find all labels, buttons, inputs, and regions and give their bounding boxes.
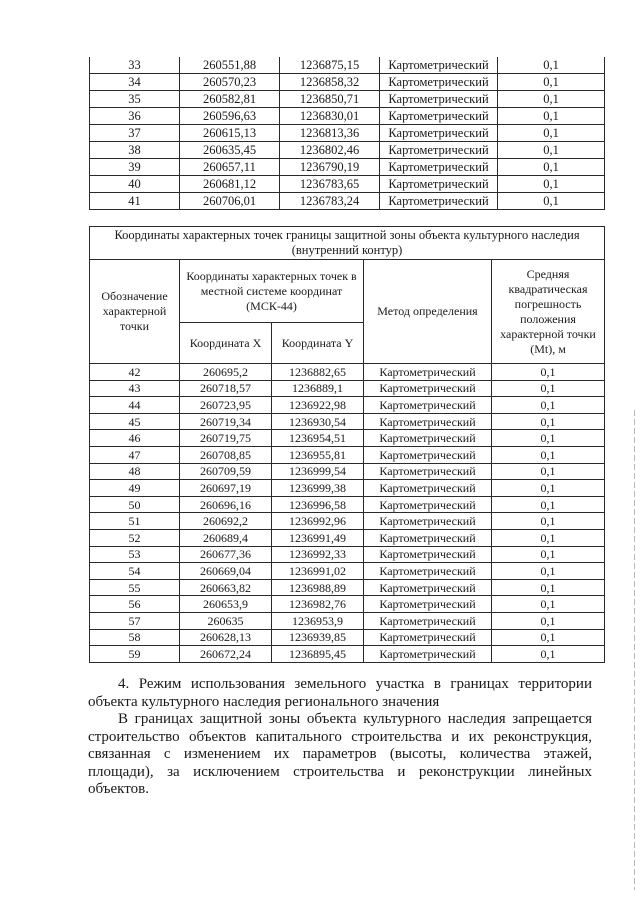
coord-x-cell: 260719,34 bbox=[180, 413, 272, 430]
point-number-cell: 54 bbox=[90, 563, 180, 580]
table-row bbox=[90, 563, 605, 580]
point-number-cell: 59 bbox=[90, 646, 180, 663]
mt-cell: 0,1 bbox=[492, 380, 605, 397]
mt-cell: 0,1 bbox=[498, 125, 605, 142]
mt-cell: 0,1 bbox=[492, 546, 605, 563]
coord-y-cell: 1236895,45 bbox=[272, 646, 364, 663]
method-cell: Картометрический bbox=[380, 74, 498, 91]
point-number-cell: 55 bbox=[90, 579, 180, 596]
point-number-cell: 56 bbox=[90, 596, 180, 613]
coord-y-cell: 1236783,24 bbox=[280, 193, 380, 210]
header-point: Обозначение характерной точки bbox=[90, 260, 180, 364]
coord-x-cell: 260677,36 bbox=[180, 546, 272, 563]
point-number-cell: 37 bbox=[90, 125, 180, 142]
table-row bbox=[90, 176, 605, 193]
table-row bbox=[90, 380, 605, 397]
point-number-cell: 38 bbox=[90, 142, 180, 159]
coord-y-cell: 1236992,96 bbox=[272, 513, 364, 530]
section-4-heading bbox=[88, 676, 592, 711]
table-row bbox=[90, 125, 605, 142]
coord-x-cell: 260582,81 bbox=[180, 91, 280, 108]
mt-cell: 0,1 bbox=[492, 596, 605, 613]
method-cell: Картометрический bbox=[364, 364, 492, 381]
table-row bbox=[90, 142, 605, 159]
coord-y-cell: 1236922,98 bbox=[272, 397, 364, 414]
point-number-cell: 42 bbox=[90, 364, 180, 381]
coord-y-cell: 1236802,46 bbox=[280, 142, 380, 159]
table-row bbox=[90, 57, 605, 74]
mt-cell: 0,1 bbox=[498, 91, 605, 108]
mt-cell: 0,1 bbox=[492, 446, 605, 463]
method-cell: Картометрический bbox=[364, 546, 492, 563]
point-number-cell: 48 bbox=[90, 463, 180, 480]
coord-y-cell: 1236930,54 bbox=[272, 413, 364, 430]
mt-cell: 0,1 bbox=[492, 629, 605, 646]
mt-cell: 0,1 bbox=[498, 176, 605, 193]
section-heading-text: 4. Режим использования земельного участка в границах территории объекта культурного наследия регионального значения bbox=[88, 676, 592, 710]
point-number-cell: 47 bbox=[90, 446, 180, 463]
mt-cell: 0,1 bbox=[498, 74, 605, 91]
method-cell: Картометрический bbox=[364, 529, 492, 546]
header-x: Координата X bbox=[180, 323, 272, 364]
point-number-cell: 43 bbox=[90, 380, 180, 397]
section-4-body bbox=[88, 711, 592, 799]
method-cell: Картометрический bbox=[364, 380, 492, 397]
method-cell: Картометрический bbox=[380, 142, 498, 159]
coord-y-cell: 1236992,33 bbox=[272, 546, 364, 563]
coord-y-cell: 1236999,38 bbox=[272, 480, 364, 497]
section-body-text: В границах защитной зоны объекта культурного наследия запрещается строительство объектов капитального строительства и их реконструкция, связанная с изменением их параметров (высоты, количества этажей, площади), за исключением строительства и реконструкции линейных объектов. bbox=[88, 711, 592, 797]
table-row bbox=[90, 430, 605, 447]
scan-edge-line bbox=[634, 410, 635, 890]
coord-y-cell: 1236858,32 bbox=[280, 74, 380, 91]
coord-y-cell: 1236953,9 bbox=[272, 612, 364, 629]
table-row bbox=[90, 646, 605, 663]
method-cell: Картометрический bbox=[364, 397, 492, 414]
coord-x-cell: 260706,01 bbox=[180, 193, 280, 210]
coord-x-cell: 260692,2 bbox=[180, 513, 272, 530]
coord-x-cell: 260697,19 bbox=[180, 480, 272, 497]
table-row bbox=[90, 91, 605, 108]
mt-cell: 0,1 bbox=[492, 413, 605, 430]
point-number-cell: 36 bbox=[90, 108, 180, 125]
point-number-cell: 46 bbox=[90, 430, 180, 447]
table-row bbox=[90, 529, 605, 546]
method-cell: Картометрический bbox=[380, 176, 498, 193]
method-cell: Картометрический bbox=[364, 596, 492, 613]
point-number-cell: 41 bbox=[90, 193, 180, 210]
mt-cell: 0,1 bbox=[492, 480, 605, 497]
method-cell: Картометрический bbox=[364, 463, 492, 480]
mt-cell: 0,1 bbox=[492, 646, 605, 663]
method-cell: Картометрический bbox=[380, 125, 498, 142]
point-number-cell: 35 bbox=[90, 91, 180, 108]
method-cell: Картометрический bbox=[364, 480, 492, 497]
table-row bbox=[90, 446, 605, 463]
method-cell: Картометрический bbox=[364, 563, 492, 580]
coord-x-cell: 260669,04 bbox=[180, 563, 272, 580]
mt-cell: 0,1 bbox=[498, 142, 605, 159]
coord-x-cell: 260628,13 bbox=[180, 629, 272, 646]
method-cell: Картометрический bbox=[364, 430, 492, 447]
coord-y-cell: 1236850,71 bbox=[280, 91, 380, 108]
coord-y-cell: 1236813,36 bbox=[280, 125, 380, 142]
table-row bbox=[90, 193, 605, 210]
coord-y-cell: 1236830,01 bbox=[280, 108, 380, 125]
table-row bbox=[90, 579, 605, 596]
mt-cell: 0,1 bbox=[492, 612, 605, 629]
coord-x-cell: 260723,95 bbox=[180, 397, 272, 414]
coord-y-cell: 1236991,49 bbox=[272, 529, 364, 546]
coord-x-cell: 260570,23 bbox=[180, 74, 280, 91]
method-cell: Картометрический bbox=[380, 57, 498, 74]
coord-y-cell: 1236988,89 bbox=[272, 579, 364, 596]
table-row bbox=[90, 513, 605, 530]
table-row bbox=[90, 397, 605, 414]
mt-cell: 0,1 bbox=[492, 496, 605, 513]
point-number-cell: 57 bbox=[90, 612, 180, 629]
table-row bbox=[90, 496, 605, 513]
mt-cell: 0,1 bbox=[492, 364, 605, 381]
coord-y-cell: 1236889,1 bbox=[272, 380, 364, 397]
point-number-cell: 40 bbox=[90, 176, 180, 193]
coord-y-cell: 1236982,76 bbox=[272, 596, 364, 613]
coord-x-cell: 260689,4 bbox=[180, 529, 272, 546]
point-number-cell: 50 bbox=[90, 496, 180, 513]
point-number-cell: 44 bbox=[90, 397, 180, 414]
mt-cell: 0,1 bbox=[498, 193, 605, 210]
coord-x-cell: 260719,75 bbox=[180, 430, 272, 447]
method-cell: Картометрический bbox=[364, 496, 492, 513]
coord-x-cell: 260663,82 bbox=[180, 579, 272, 596]
table-row bbox=[90, 364, 605, 381]
coord-x-cell: 260708,85 bbox=[180, 446, 272, 463]
point-number-cell: 58 bbox=[90, 629, 180, 646]
table-row bbox=[90, 480, 605, 497]
coord-y-cell: 1236882,65 bbox=[272, 364, 364, 381]
point-number-cell: 53 bbox=[90, 546, 180, 563]
header-method: Метод определения bbox=[364, 260, 492, 364]
coord-x-cell: 260657,11 bbox=[180, 159, 280, 176]
coordinates-table-inner-contour bbox=[89, 226, 605, 663]
header-y: Координата Y bbox=[272, 323, 364, 364]
point-number-cell: 49 bbox=[90, 480, 180, 497]
coord-y-cell: 1236783,65 bbox=[280, 176, 380, 193]
coord-y-cell: 1236954,51 bbox=[272, 430, 364, 447]
method-cell: Картометрический bbox=[364, 612, 492, 629]
method-cell: Картометрический bbox=[364, 629, 492, 646]
mt-cell: 0,1 bbox=[498, 108, 605, 125]
point-number-cell: 33 bbox=[90, 57, 180, 74]
table-row bbox=[90, 74, 605, 91]
mt-cell: 0,1 bbox=[492, 397, 605, 414]
table-row bbox=[90, 463, 605, 480]
coord-x-cell: 260653,9 bbox=[180, 596, 272, 613]
point-number-cell: 45 bbox=[90, 413, 180, 430]
point-number-cell: 39 bbox=[90, 159, 180, 176]
mt-cell: 0,1 bbox=[498, 159, 605, 176]
table-row bbox=[90, 159, 605, 176]
coord-x-cell: 260672,24 bbox=[180, 646, 272, 663]
coord-x-cell: 260635,45 bbox=[180, 142, 280, 159]
point-number-cell: 52 bbox=[90, 529, 180, 546]
coord-x-cell: 260596,63 bbox=[180, 108, 280, 125]
method-cell: Картометрический bbox=[364, 413, 492, 430]
table-row bbox=[90, 108, 605, 125]
header-coords-group: Координаты характерных точек в местной системе координат (МСК-44) bbox=[180, 260, 364, 323]
coord-y-cell: 1236999,54 bbox=[272, 463, 364, 480]
table-row bbox=[90, 612, 605, 629]
table-row bbox=[90, 596, 605, 613]
coord-x-cell: 260635 bbox=[180, 612, 272, 629]
coordinates-table-continued bbox=[89, 57, 605, 210]
table-row bbox=[90, 629, 605, 646]
coord-y-cell: 1236996,58 bbox=[272, 496, 364, 513]
table-row bbox=[90, 413, 605, 430]
coord-y-cell: 1236955,81 bbox=[272, 446, 364, 463]
point-number-cell: 34 bbox=[90, 74, 180, 91]
coord-x-cell: 260551,88 bbox=[180, 57, 280, 74]
mt-cell: 0,1 bbox=[492, 513, 605, 530]
table-title: Координаты характерных точек границы защитной зоны объекта культурного наследия (внутренний контур) bbox=[90, 227, 605, 260]
mt-cell: 0,1 bbox=[492, 579, 605, 596]
table-row bbox=[90, 546, 605, 563]
mt-cell: 0,1 bbox=[492, 430, 605, 447]
mt-cell: 0,1 bbox=[492, 463, 605, 480]
mt-cell: 0,1 bbox=[492, 529, 605, 546]
coord-x-cell: 260718,57 bbox=[180, 380, 272, 397]
header-mt: Средняя квадратическая погрешность положения характерной точки (Mt), м bbox=[492, 260, 605, 364]
method-cell: Картометрический bbox=[380, 159, 498, 176]
method-cell: Картометрический bbox=[364, 446, 492, 463]
point-number-cell: 51 bbox=[90, 513, 180, 530]
coord-x-cell: 260709,59 bbox=[180, 463, 272, 480]
coord-x-cell: 260615,13 bbox=[180, 125, 280, 142]
mt-cell: 0,1 bbox=[498, 57, 605, 74]
method-cell: Картометрический bbox=[364, 646, 492, 663]
coord-x-cell: 260696,16 bbox=[180, 496, 272, 513]
method-cell: Картометрический bbox=[364, 579, 492, 596]
method-cell: Картометрический bbox=[380, 193, 498, 210]
coord-x-cell: 260695,2 bbox=[180, 364, 272, 381]
coord-y-cell: 1236875,15 bbox=[280, 57, 380, 74]
coord-x-cell: 260681,12 bbox=[180, 176, 280, 193]
method-cell: Картометрический bbox=[380, 91, 498, 108]
coord-y-cell: 1236790,19 bbox=[280, 159, 380, 176]
coord-y-cell: 1236939,85 bbox=[272, 629, 364, 646]
coord-y-cell: 1236991,02 bbox=[272, 563, 364, 580]
mt-cell: 0,1 bbox=[492, 563, 605, 580]
method-cell: Картометрический bbox=[364, 513, 492, 530]
method-cell: Картометрический bbox=[380, 108, 498, 125]
